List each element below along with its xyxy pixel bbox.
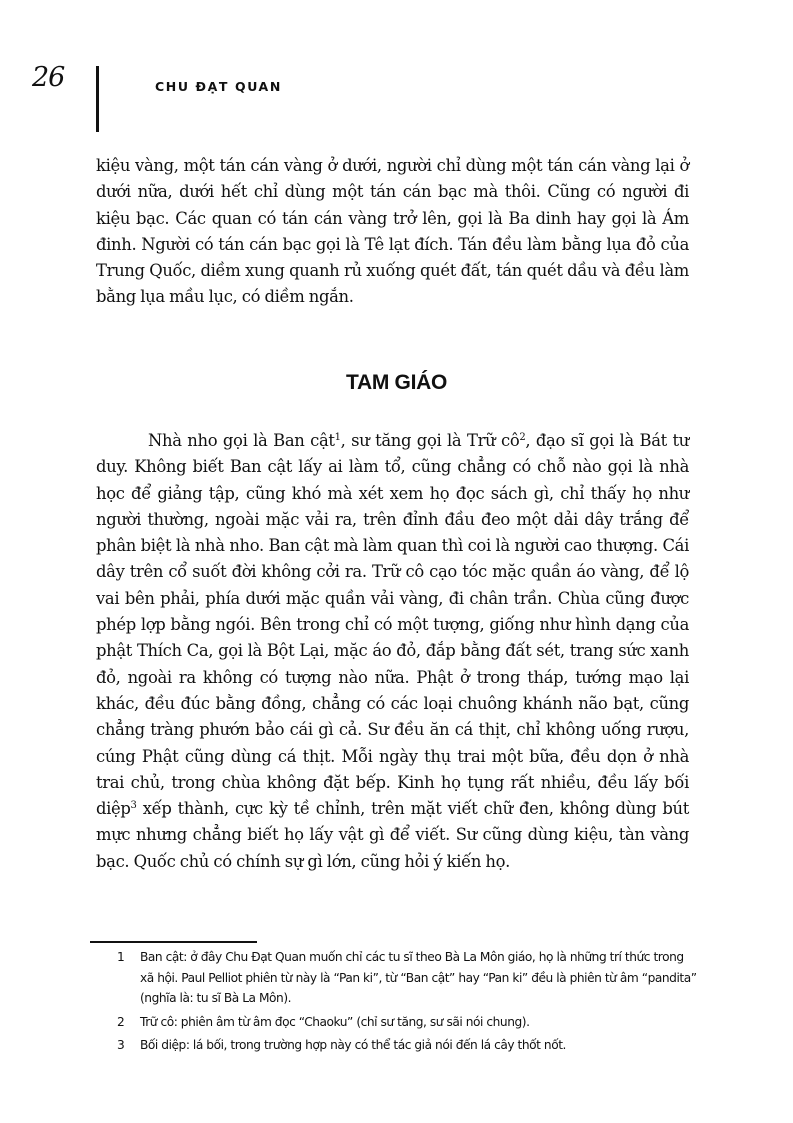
footnote-number: 2 [117,1014,125,1029]
footnote-item [117,1035,697,1056]
footnote-ref[interactable]: 2 [519,432,526,443]
footnote-divider [90,941,257,943]
footnote-item [117,947,697,1009]
section-title: TAM GIÁO [345,371,448,394]
footnote-text: Trữ cô: phiên âm từ âm đọc “Chaoku” (chỉ sư tăng, sư sãi nói chung). [140,1014,530,1029]
footnote-ref[interactable]: 1 [334,432,341,443]
page-number: 26 [32,62,65,93]
footnote-ref[interactable]: 3 [130,800,137,812]
paragraph-text: , sư tăng gọi là Trữ cô [340,431,520,450]
body-paragraph: kiệu vàng, một tán cán vàng ở dưới, người chỉ dùng một tán cán vàng lại ở dưới nữa, dưới hết chỉ dùng một tán cán bạc mà thôi. Cũng có người đi kiệu bạc. Các quan có tán cán vàng trở lên, gọi là Ba dinh hay gọi là Ám đinh. Người có tán cán bạc gọi là Tê lạt đích. Tán đều làm bằng lụa đỏ của Trung Quốc, diềm xung quanh rủ xuống quét đất, tán quét dầu và đều làm bằng lụa mầu lục, có diềm ngắn. [96,156,689,307]
footnote-item [117,1012,697,1033]
footnote-number: 3 [117,1038,125,1052]
body-paragraph [96,428,689,875]
footnote-text: Ban cật: ở đây Chu Đạt Quan muốn chỉ các tu sĩ theo Bà La Môn giáo, họ là những trí thức trong xã hội. Paul Pelliot phiên từ này là “Pan ki”, từ “Ban cật” hay “Pan ki” đều là phiên từ âm “pandita” (nghĩa là: tu sĩ Bà La Môn). [140,950,697,1005]
paragraph-text: , đạo sĩ gọi là Bát tư duy. Không biết Ban cật lấy ai làm tổ, cũng chẳng có chỗ nào gọi là nhà học để giảng tập, cũng khó mà xét xem họ đọc sách gì, chỉ thấy họ như người thường, ngoài mặc vải ra, trên đỉnh đầu đeo một dải dây trắng để phân biệt là nhà nho. Ban cật mà làm quan thì coi là người cao thượng. Cái dây trên cổ suốt đời không cởi ra. Trữ cô cạo tóc mặc quần áo vàng, để lộ vai bên phải, phía dưới mặc quần vải vàng, đi chân trần. Chùa cũng được phép lợp bằng ngói. Bên trong chỉ có một tượng, giống như hình dạng của phật Thích Ca, gọi là Bột Lại, mặc áo đỏ, đắp bằng đất sét, trang sức xanh đỏ, ngoài ra không có tượng nào nữa. Phật ở trong tháp, tướng mạo lại khác, đều đúc bằng đồng, chẳng có các loại chuông khánh não bạt, cũng chẳng tràng phướn bảo cái gì cả. Sư đều ăn cá thịt, chỉ không uống rượu, cúng Phật cũng dùng cá thịt. Mỗi ngày thụ trai một bữa, đều dọn ở nhà trai chủ, trong chùa không đặt bếp. Kinh họ tụng rất nhiều, đều lấy bối diệp [96,431,689,819]
footnotes [117,947,697,1059]
paragraph-text: Nhà nho gọi là Ban cật [148,431,335,450]
paragraph-text: xếp thành, cực kỳ tề chỉnh, trên mặt viết chữ đen, không dùng bút mực nhưng chẳng biết họ lấy vật gì để viết. Sư cũng dùng kiệu, tàn vàng bạc. Quốc chủ có chính sự gì lớn, cũng hỏi ý kiến họ. [96,799,689,871]
header-divider [96,66,99,132]
footnote-number: 1 [117,950,125,964]
running-head: CHU ĐẠT QUAN [155,79,282,94]
footnote-text: Bối diệp: lá bối, trong trường hợp này có thể tác giả nói đến lá cây thốt nốt. [140,1038,566,1052]
